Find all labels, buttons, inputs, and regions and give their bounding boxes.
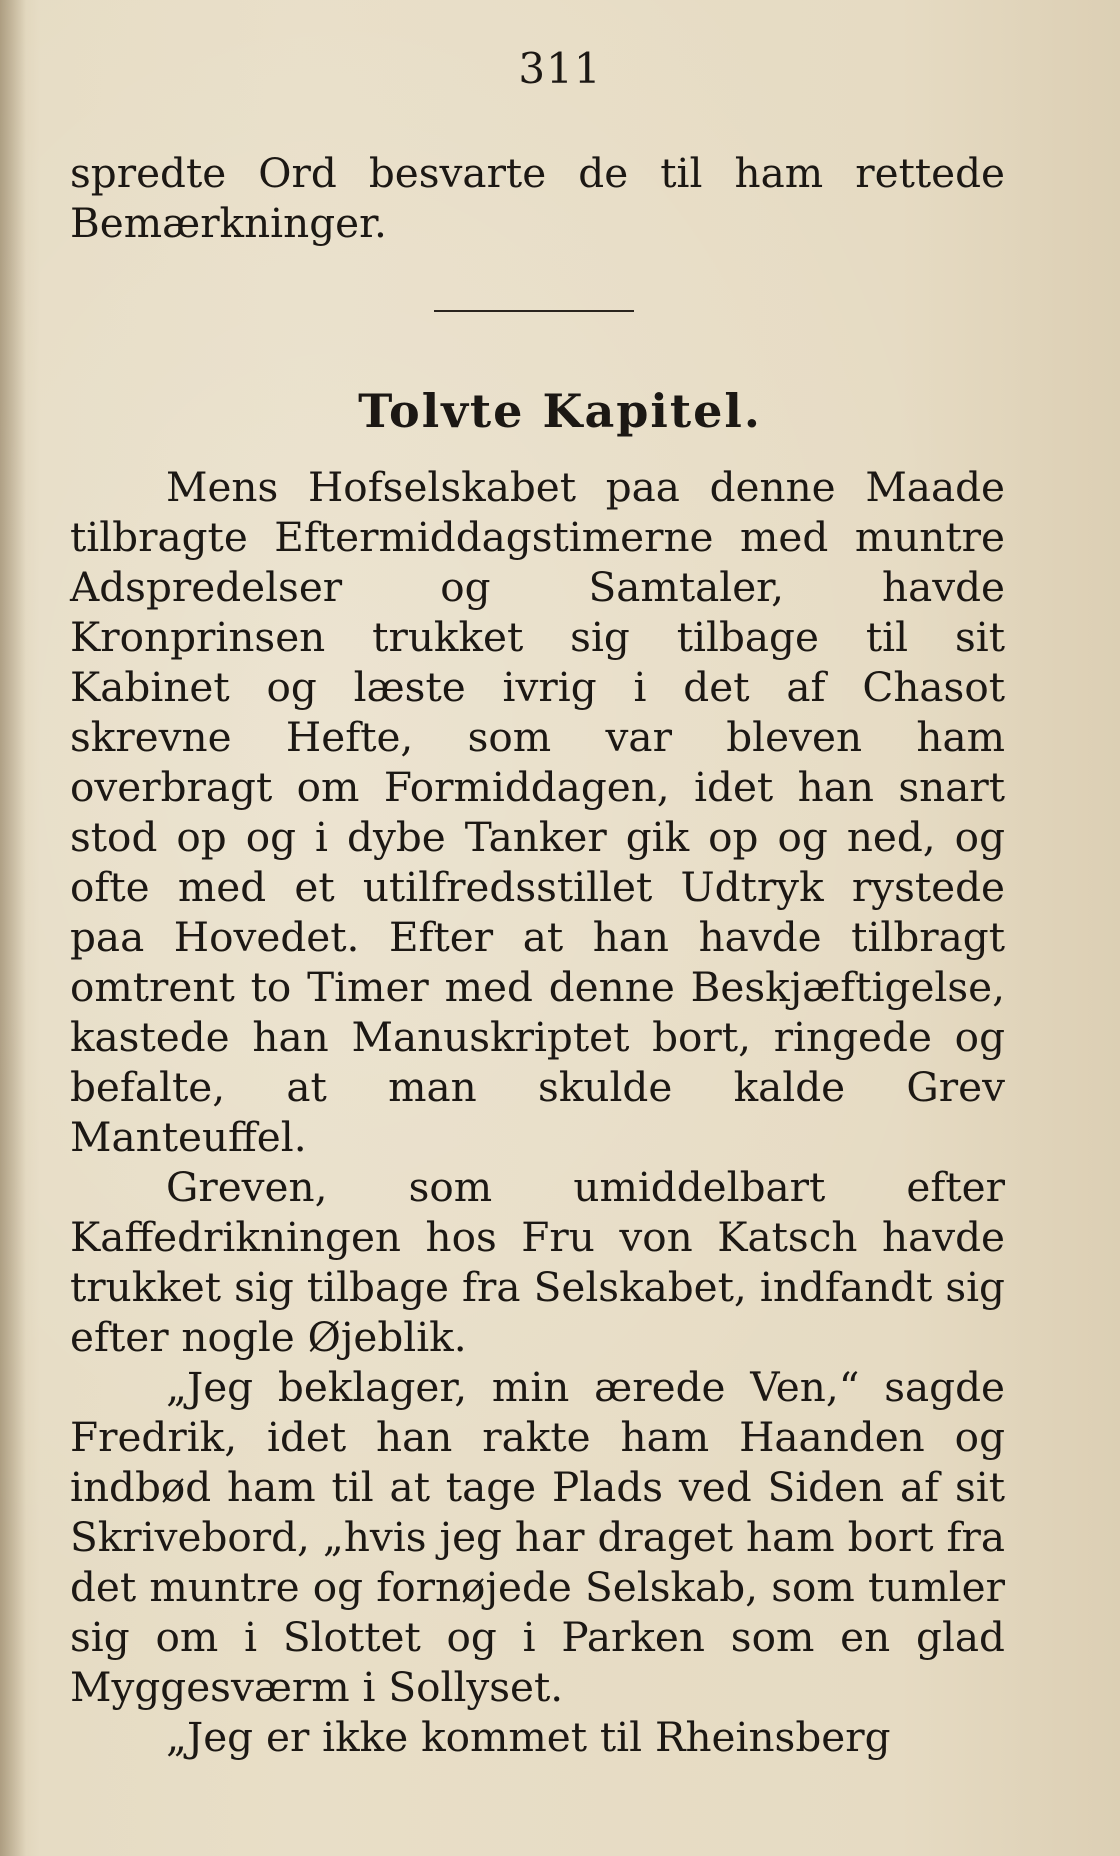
binding-shadow — [0, 0, 26, 1856]
opening-paragraph: spredte Ord besvarte de til ham rettede Bemærkninger. — [70, 149, 1005, 247]
paragraph: „Jeg beklager, min ærede Ven,“ sagde Fredrik, idet han rakte ham Haanden og indbød ham til at tage Plads ved Siden af sit Skrivebord, „hvis jeg har draget ham bort fra det muntre og fornøjede Selskab, som tumler sig om i Slottet og i Parken som en glad Myggesværm i Sollyset. — [70, 1363, 1005, 1711]
paragraph: „Jeg er ikke kommet til Rheinsberg — [166, 1713, 891, 1761]
paragraph: Mens Hofselskabet paa denne Maade tilbragte Eftermiddagstimerne med muntre Adspredelser og Samtaler, havde Kronprinsen trukket sig tilbage til sit Kabinet og læste ivrig i det af Chasot skrevne Hefte, som var bleven ham overbragt om Formiddagen, idet han snart stod op og i dybe Tanker gik op og ned, og ofte med et utilfredsstillet Udtryk rystede paa Hovedet. Efter at han havde tilbragt omtrent to Timer med denne Beskjæftigelse, kastede han Manuskriptet bort, ringede og befalte, at man skulde kalde Grev Manteuffel. — [70, 463, 1005, 1161]
page-number: 311 — [518, 44, 602, 93]
chapter-title: Tolvte Kapitel. — [358, 384, 762, 438]
paragraph: Greven, som umiddelbart efter Kaffedrikningen hos Fru von Katsch havde trukket sig tilbage fra Selskabet, indfandt sig efter nogle Øjeblik. — [70, 1163, 1005, 1361]
chapter-body — [70, 462, 1005, 1762]
section-divider — [434, 310, 634, 312]
